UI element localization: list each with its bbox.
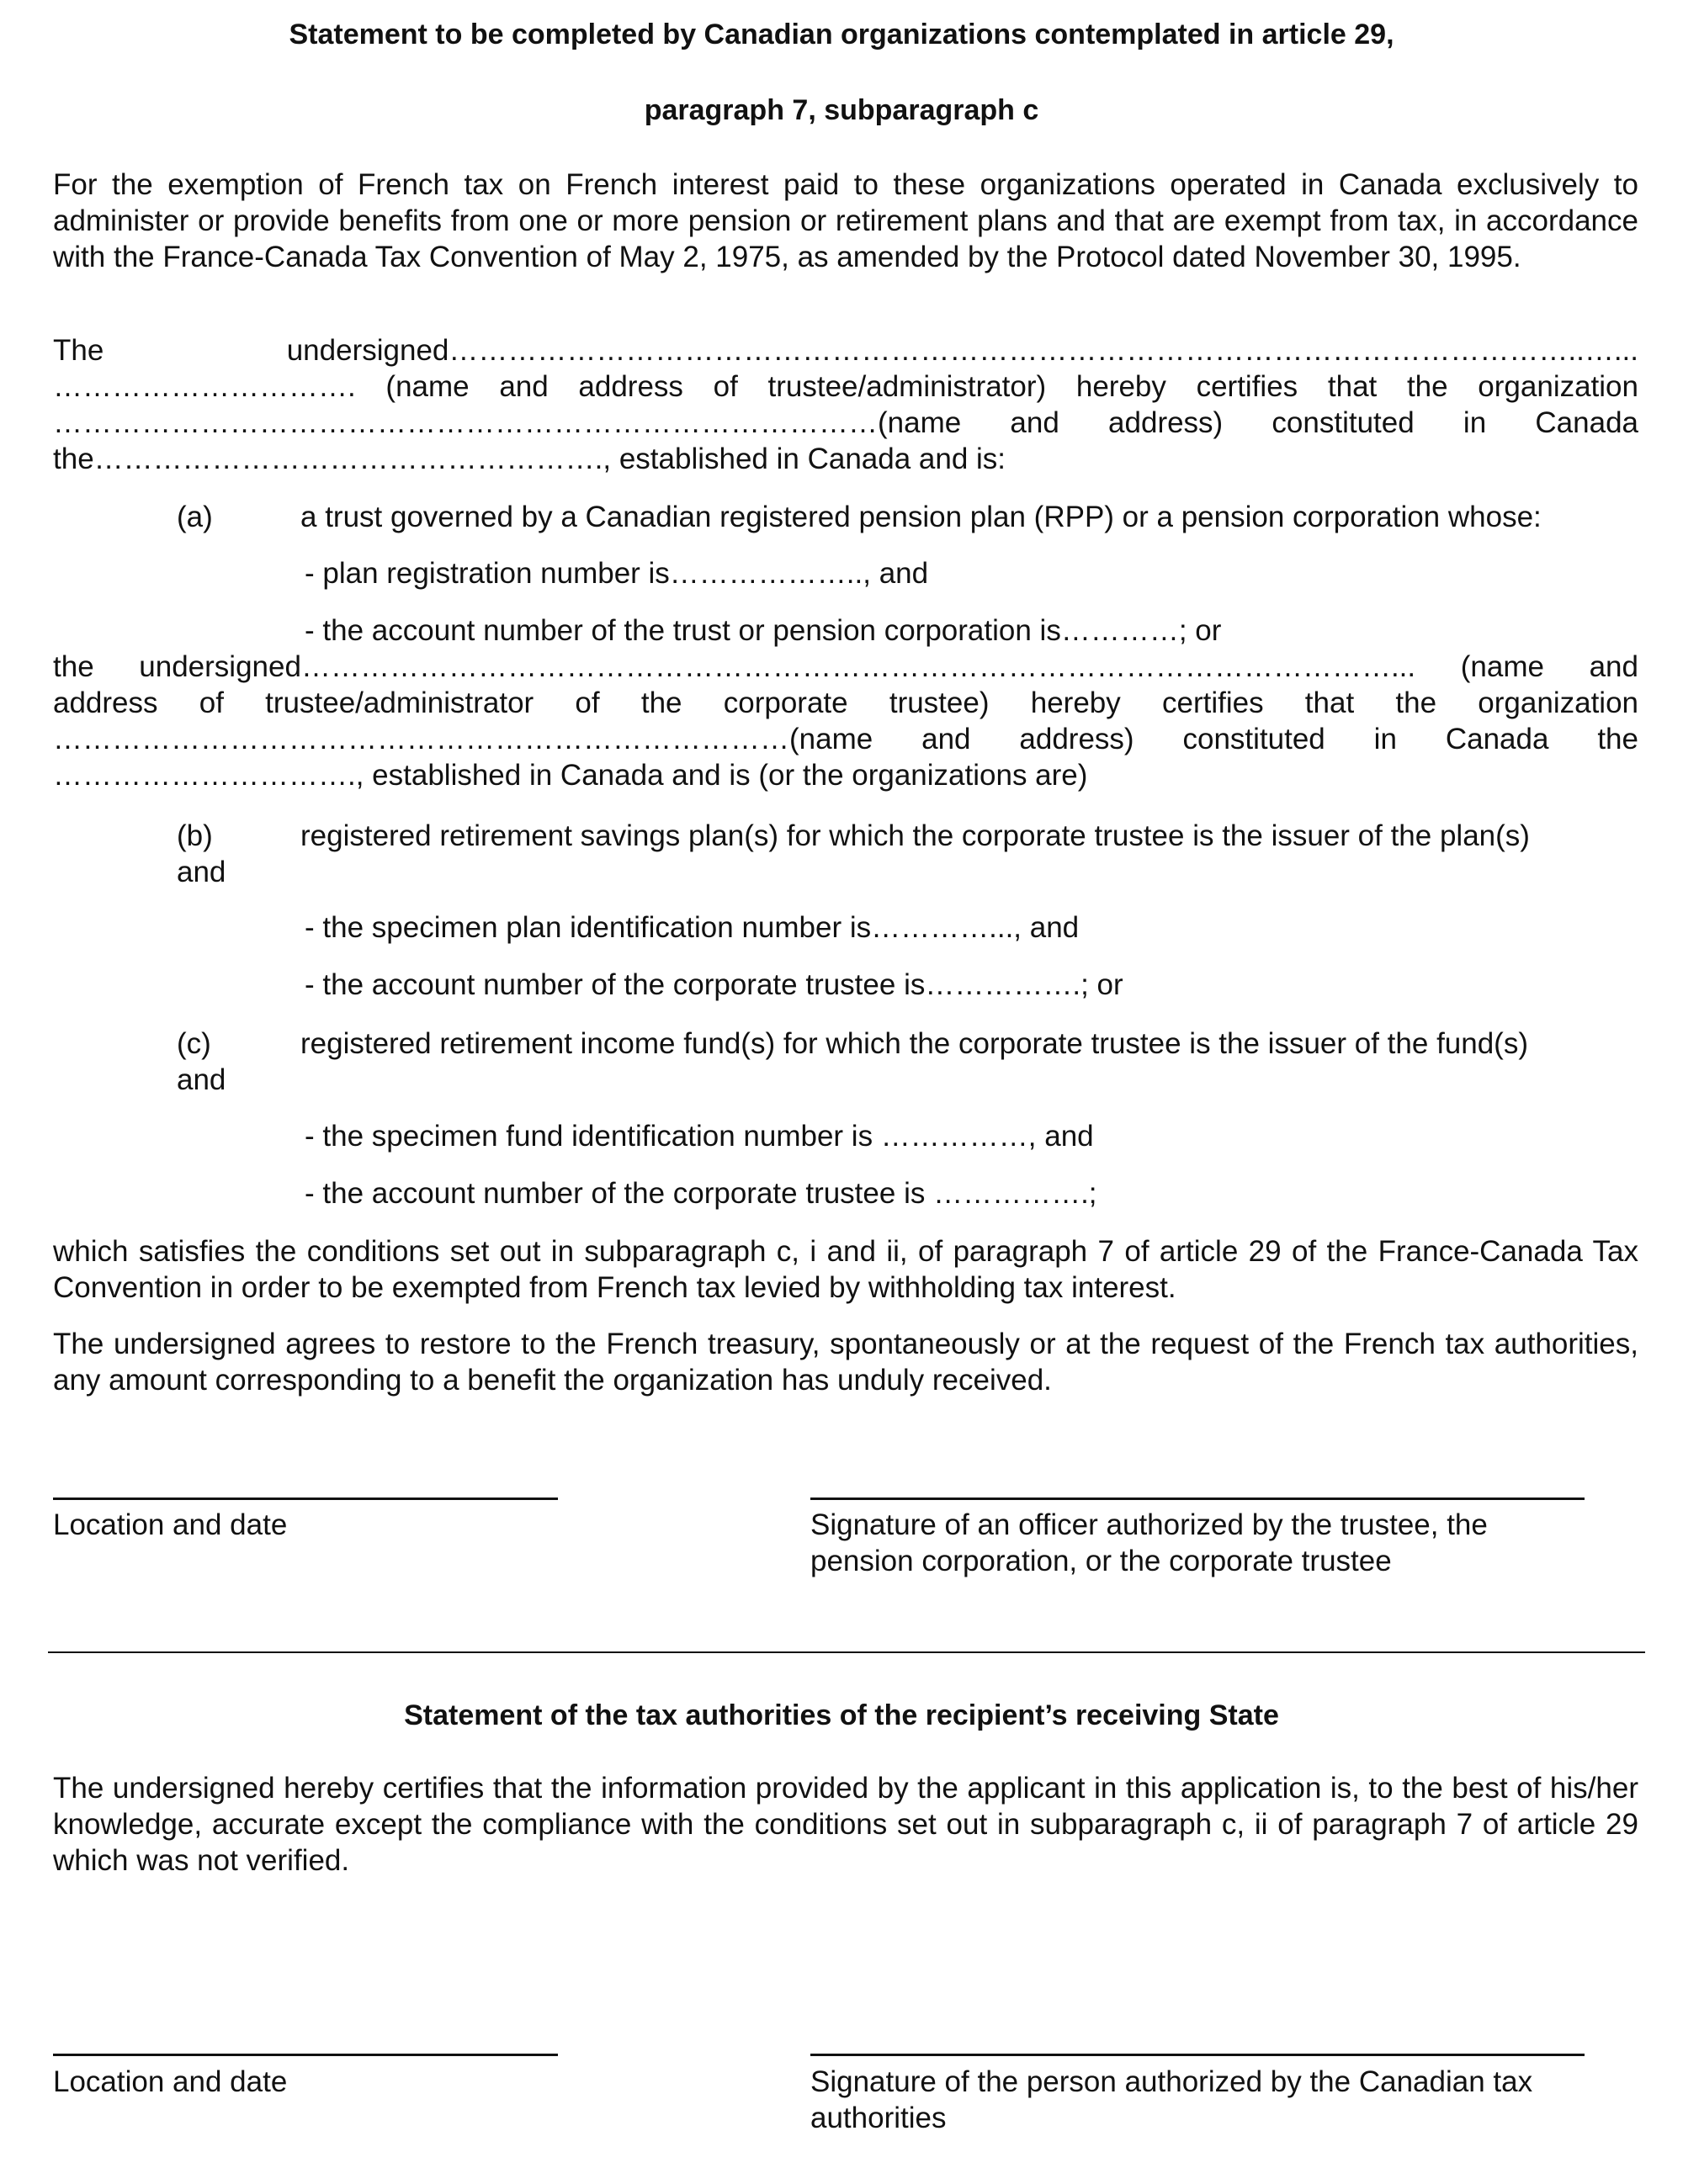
item-a-marker: (a) (177, 501, 213, 533)
authority-signature-line (810, 2054, 1585, 2056)
authority-signature-label-line2: authorities (810, 2102, 947, 2134)
item-b-sub2: - the account number of the corporate trustee is…………….; or (305, 968, 1123, 1001)
location-date-label-2: Location and date (53, 2065, 288, 2098)
section-divider (48, 1651, 1645, 1653)
section1-title-line2: paragraph 7, subparagraph c (644, 94, 1039, 126)
cert2-line3: …………………………………………………………………(name and address) constituted in Canada the (53, 723, 1638, 755)
item-c-and: and (177, 1063, 226, 1096)
authority-signature-label-line1: Signature of the person authorized by the Canadian tax (810, 2065, 1533, 2098)
cert1-line4: the……………………………………………., established in Canada and is: (53, 443, 1006, 475)
cert1-line1: The undersigned……………………………………………………………………………………………………..…... (53, 334, 1638, 367)
location-date-label: Location and date (53, 1508, 288, 1541)
item-b-marker: (b) (177, 819, 213, 852)
satisfies-paragraph: which satisfies the conditions set out in subparagraph c, i and ii, of paragraph 7 of article 29 of the France-Canada Tax Convention in order to be exempted from French tax levied by withholding tax interest. (53, 1235, 1638, 1304)
officer-signature-label-line2: pension corporation, or the corporate trustee (810, 1545, 1392, 1577)
officer-signature-line (810, 1498, 1585, 1500)
item-a-sub1: - plan registration number is……………….., and (305, 557, 929, 590)
intro-paragraph: For the exemption of French tax on French interest paid to these organizations operated in Canada exclusively to administer or provide benefits from one or more pension or retirement plans and that are exempt from tax, in accordance with the France-Canada Tax Convention of May 2, 1975, as amended by the Protocol dated November 30, 1995. (53, 168, 1638, 273)
item-b-text: registered retirement savings plan(s) for which the corporate trustee is the issuer of the plan(s) (300, 819, 1530, 852)
item-a-sub2: - the account number of the trust or pension corporation is…………; or (305, 614, 1222, 647)
location-date-line (53, 1498, 558, 1500)
section1-title-line1: Statement to be completed by Canadian organizations contemplated in article 29, (289, 19, 1394, 50)
section2-title: Statement of the tax authorities of the recipient’s receiving State (404, 1699, 1279, 1731)
officer-signature-label-line1: Signature of an officer authorized by the trustee, the (810, 1508, 1488, 1541)
item-c-sub2: - the account number of the corporate trustee is …………….; (305, 1177, 1097, 1210)
cert1-line3: …………………………………………………………………………(name and address) constituted in Canada (53, 406, 1638, 439)
cert2-line4: …………………………., established in Canada and is (or the organizations are) (53, 759, 1088, 792)
item-b-sub1: - the specimen plan identification number is…………..., and (305, 911, 1080, 944)
item-a-text: a trust governed by a Canadian registered pension plan (RPP) or a pension corporation whose: (300, 501, 1542, 533)
cert2-line1: the undersigned…………………………………………………………………………………………………... (name and (53, 650, 1638, 683)
item-c-sub1: - the specimen fund identification number is ……………, and (305, 1120, 1094, 1153)
cert1-line2: …………………………. (name and address of trustee/administrator) hereby certifies that the organization (53, 370, 1638, 403)
cert2-line2: address of trustee/administrator of the corporate trustee) hereby certifies that the organization (53, 686, 1638, 719)
item-b-and: and (177, 856, 226, 888)
item-c-marker: (c) (177, 1027, 211, 1060)
location-date-line-2 (53, 2054, 558, 2056)
agrees-paragraph: The undersigned agrees to restore to the French treasury, spontaneously or at the request of the French tax authorities, any amount corresponding to a benefit the organization has unduly received. (53, 1328, 1638, 1397)
item-c-text: registered retirement income fund(s) for which the corporate trustee is the issuer of the fund(s) (300, 1027, 1528, 1060)
section2-body: The undersigned hereby certifies that the information provided by the applicant in this application is, to the best of his/her knowledge, accurate except the compliance with the conditions set out in subparagraph c, ii of paragraph 7 of article 29 which was not verified. (53, 1772, 1638, 1877)
